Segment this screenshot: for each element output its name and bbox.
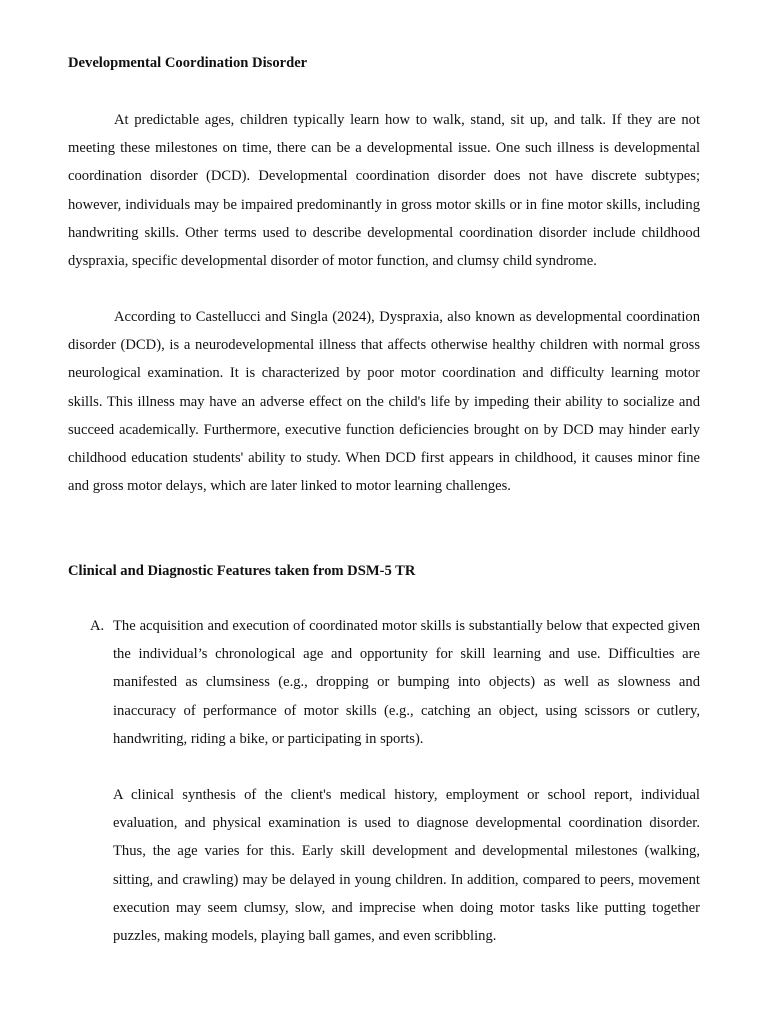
definition-paragraph: According to Castellucci and Singla (2024), Dyspraxia, also known as developmental coordination disorder (DCD), is a neurodevelopmental illness that affects otherwise healthy children with normal gross neurological examination. It is characterized by poor motor coordination and difficulty learning motor skills. This illness may have an adverse effect on the child's life by impeding their ability to socialize and succeed academically. Furthermore, executive function deficiencies brought on by DCD may hinder early childhood education students' ability to study. When DCD first appears in childhood, it causes minor fine and gross motor delays, which are later linked to motor learning challenges. [68,309,700,495]
document-title: Developmental Coordination Disorder [68,55,308,71]
criterion-marker: A. [90,618,105,634]
criterion-text: The acquisition and execution of coordinated motor skills is substantially below that expected given the individual’s chronological age and opportunity for skill learning and use. Difficulties are manifested as clumsiness (e.g., dropping or bumping into objects) as well as slowness and inaccuracy of performance of motor skills (e.g., catching an object, using scissors or cutlery, handwriting, riding a bike, or participating in sports). [113,618,700,747]
intro-paragraph: At predictable ages, children typically learn how to walk, stand, sit up, and talk. If they are not meeting these milestones on time, there can be a developmental issue. One such illness is developmental coordination disorder (DCD). Developmental coordination disorder does not have discrete subtypes; however, individuals may be impaired predominantly in gross motor skills or in fine motor skills, including handwriting skills. Other terms used to describe developmental coordination disorder include childhood dyspraxia, specific developmental disorder of motor function, and clumsy child syndrome. [68,112,700,270]
section-heading: Clinical and Diagnostic Features taken from DSM-5 TR [68,563,416,579]
criterion-explanation: A clinical synthesis of the client's medical history, employment or school report, individual evaluation, and physical examination is used to diagnose developmental coordination disorder. Thus, the age varies for this. Early skill development and developmental milestones (walking, sitting, and crawling) may be delayed in young children. In addition, compared to peers, movement execution may seem clumsy, slow, and imprecise when doing motor tasks like putting together puzzles, making models, playing ball games, and even scribbling. [113,787,700,945]
criterion-a [68,612,700,753]
